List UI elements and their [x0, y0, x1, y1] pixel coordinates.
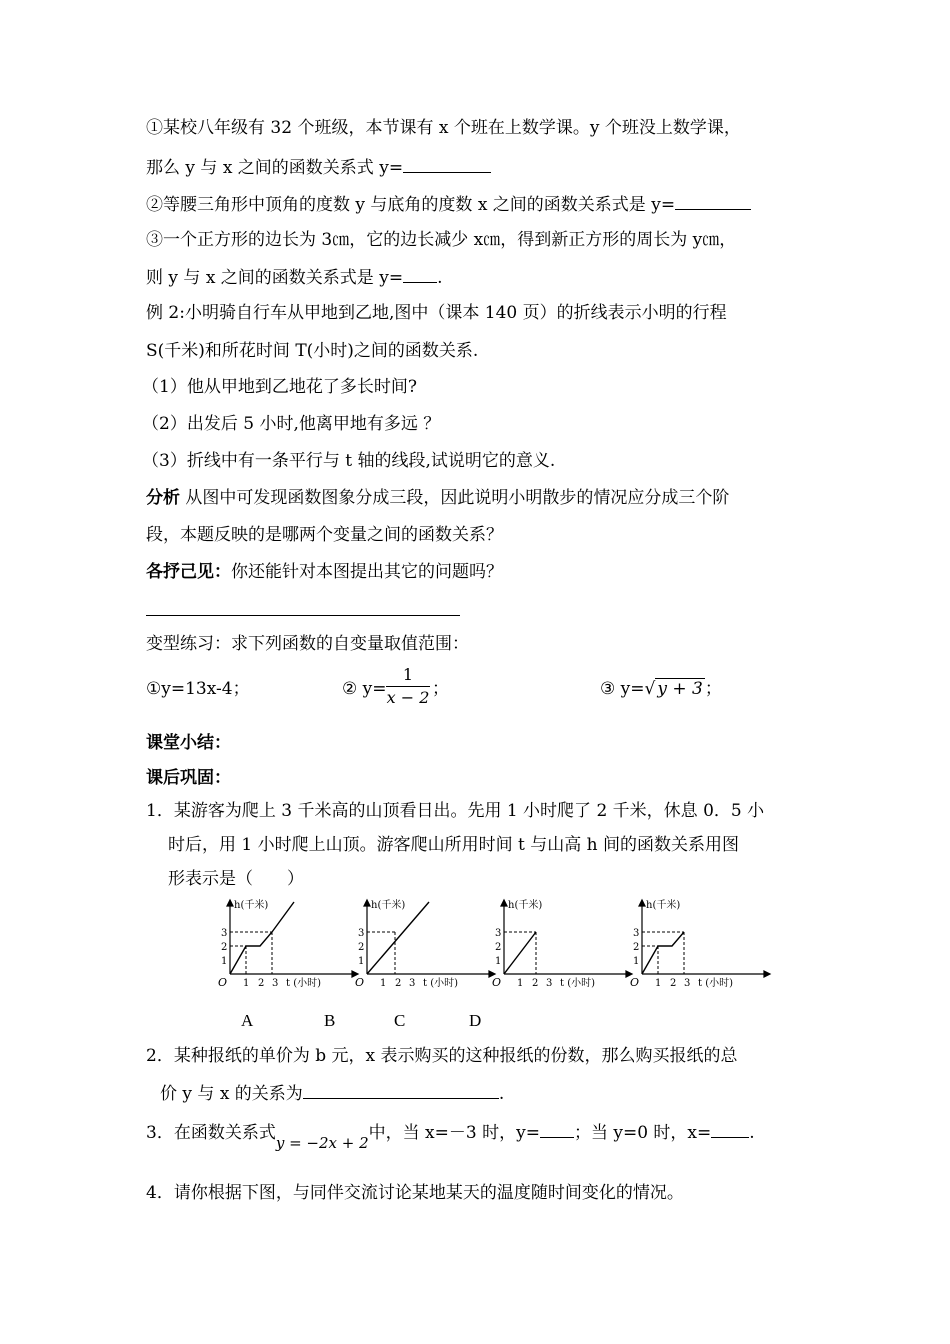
- analysis-label: 分析: [146, 488, 180, 508]
- graph-ytick: 2: [495, 942, 502, 953]
- graph-ytick: 1: [495, 956, 502, 967]
- p3-mid: 中，当 x=－3 时，y=: [368, 1123, 540, 1143]
- p2-line2: [160, 1081, 504, 1105]
- p3-blank-y[interactable]: [540, 1120, 574, 1138]
- answer-line[interactable]: [146, 615, 460, 616]
- homework-heading: 课后巩固：: [146, 768, 231, 788]
- graph-xtick: 1: [243, 978, 250, 989]
- graph-ylabel: h(千米): [371, 900, 406, 911]
- opinion-line: [146, 561, 503, 583]
- graph-ylabel: h(千米): [646, 900, 681, 911]
- p2-answer-blank[interactable]: [303, 1081, 499, 1099]
- choice-b[interactable]: B: [324, 1011, 336, 1030]
- graph-xtick: 2: [395, 978, 402, 989]
- variant-f3: [600, 678, 722, 700]
- graph-origin: O: [492, 976, 502, 989]
- analysis-line2: 段，本题反映的是哪两个变量之间的函数关系？: [146, 525, 503, 545]
- choice-a[interactable]: A: [241, 1011, 254, 1030]
- graph-xtick: 3: [546, 978, 553, 989]
- p3-formula: y = −2x + 2: [275, 1134, 369, 1152]
- graph-xtick: 1: [655, 978, 662, 989]
- graph-origin: O: [218, 976, 228, 989]
- graph-ylabel: h(千米): [234, 900, 269, 911]
- p2-line1: 2．某种报纸的单价为 b 元，x 表示购买的这种报纸的份数，那么购买报纸的总: [146, 1046, 738, 1066]
- variant-title: 变型练习：求下列函数的自变量取值范围：: [146, 634, 469, 654]
- graph-xlabel: t (小时): [286, 978, 321, 989]
- p1-line3: 形表示是（ ）: [168, 869, 304, 889]
- choice-c[interactable]: C: [394, 1011, 406, 1030]
- graph-xtick: 3: [684, 978, 691, 989]
- p2-line2-end: .: [498, 1084, 505, 1104]
- q1-answer-blank[interactable]: [403, 155, 491, 173]
- graph-ytick: 2: [358, 942, 365, 953]
- q3-line1: ③一个正方形的边长为 3㎝，它的边长减少 x㎝，得到新正方形的周长为 y㎝，: [146, 230, 737, 250]
- p4-line: 4．请你根据下图，与同伴交流讨论某地某天的温度随时间变化的情况。: [146, 1183, 684, 1203]
- variant-f1: ①y=13x-4；: [146, 679, 250, 699]
- graph-xtick: 2: [532, 978, 539, 989]
- q3-line2: [146, 265, 442, 289]
- graph-ytick: 3: [633, 928, 640, 939]
- p3-mid2: ；当 y=0 时，x=: [573, 1123, 712, 1143]
- graph-origin: O: [630, 976, 640, 989]
- graph-ytick: 3: [495, 928, 502, 939]
- example2-question-1: （1）他从甲地到乙地花了多长时间?: [142, 377, 417, 397]
- graph-ytick: 2: [633, 942, 640, 953]
- q2-line1: [146, 192, 751, 216]
- graph-xtick: 2: [258, 978, 265, 989]
- graph-xtick: 2: [670, 978, 677, 989]
- analysis-text-1: 从图中可发现函数图象分成三段，因此说明小明散步的情况应分成三个阶: [180, 488, 730, 508]
- q3-line2-text: 则 y 与 x 之间的函数关系式是 y=: [146, 268, 404, 288]
- graph-ytick: 3: [358, 928, 365, 939]
- variant-f3-radicand: y + 3: [657, 679, 703, 699]
- example2-question-3: （3）折线中有一条平行与 t 轴的线段,试说明它的意义.: [142, 451, 556, 471]
- variant-f2-suffix: ；: [432, 679, 449, 699]
- q2-line1-text: ②等腰三角形中顶角的度数 y 与底角的度数 x 之间的函数关系式是 y=: [146, 195, 676, 215]
- p2-line2-text: 价 y 与 x 的关系为: [160, 1084, 303, 1104]
- q1-line1: ①某校八年级有 32 个班级，本节课有 x 个班在上数学课。y 个班没上数学课，: [146, 118, 741, 138]
- graph-xtick: 1: [517, 978, 524, 989]
- variant-f2-fraction: [386, 664, 430, 709]
- p1-line1: 1．某游客为爬上 3 千米高的山顶看日出。先用 1 小时爬了 2 千米，休息 0．5 小: [146, 801, 765, 821]
- example2-line2: S(千米)和所花时间 T(小时)之间的函数关系.: [146, 341, 479, 361]
- choice-d[interactable]: D: [469, 1011, 482, 1030]
- p3-end: .: [749, 1123, 755, 1143]
- graph-b: [353, 896, 503, 992]
- graph-xtick: 3: [409, 978, 416, 989]
- graph-ylabel: h(千米): [508, 900, 543, 911]
- fraction-denominator: x − 2: [386, 688, 430, 707]
- analysis-line1: [146, 487, 729, 509]
- graph-ytick: 1: [633, 956, 640, 967]
- graph-a: [216, 896, 366, 992]
- graph-ytick: 1: [358, 956, 365, 967]
- q2-answer-blank[interactable]: [675, 192, 751, 210]
- sqrt-icon: √: [644, 679, 656, 699]
- opinion-label: 各抒己见：: [146, 562, 231, 582]
- q3-line2-end: .: [437, 268, 443, 288]
- graph-xlabel: t (小时): [698, 978, 733, 989]
- p3-blank-x[interactable]: [711, 1120, 749, 1138]
- graph-xtick: 1: [380, 978, 387, 989]
- graph-origin: O: [355, 976, 365, 989]
- p3-prefix: 3．在函数关系式: [146, 1123, 276, 1143]
- graph-xlabel: t (小时): [560, 978, 595, 989]
- q1-line2-text: 那么 y 与 x 之间的函数关系式 y=: [146, 158, 404, 178]
- q3-answer-blank[interactable]: [403, 265, 437, 283]
- example2-question-2: （2）出发后 5 小时,他离甲地有多远 ？: [142, 414, 441, 434]
- graph-xtick: 3: [272, 978, 279, 989]
- graph-xlabel: t (小时): [423, 978, 458, 989]
- example2-line1: 例 2:小明骑自行车从甲地到乙地,图中（课本 140 页）的折线表示小明的行程: [146, 303, 727, 323]
- opinion-text: 你还能针对本图提出其它的问题吗？: [231, 562, 503, 582]
- variant-f3-suffix: ；: [704, 679, 722, 699]
- p1-line2: 时后，用 1 小时爬上山顶。游客爬山所用时间 t 与山高 h 间的函数关系用图: [168, 835, 740, 855]
- summary-heading: 课堂小结：: [146, 733, 231, 753]
- q1-line2: [146, 155, 491, 179]
- graph-c: [490, 896, 640, 992]
- variant-f2-prefix: ② y=: [342, 679, 387, 699]
- graph-ytick: 2: [221, 942, 228, 953]
- graph-ytick: 3: [221, 928, 228, 939]
- variant-f3-prefix: ③ y=: [600, 679, 645, 699]
- p3-line: [146, 1120, 755, 1152]
- fraction-numerator: 1: [402, 665, 414, 684]
- graph-d: [628, 896, 778, 992]
- graph-ytick: 1: [221, 956, 228, 967]
